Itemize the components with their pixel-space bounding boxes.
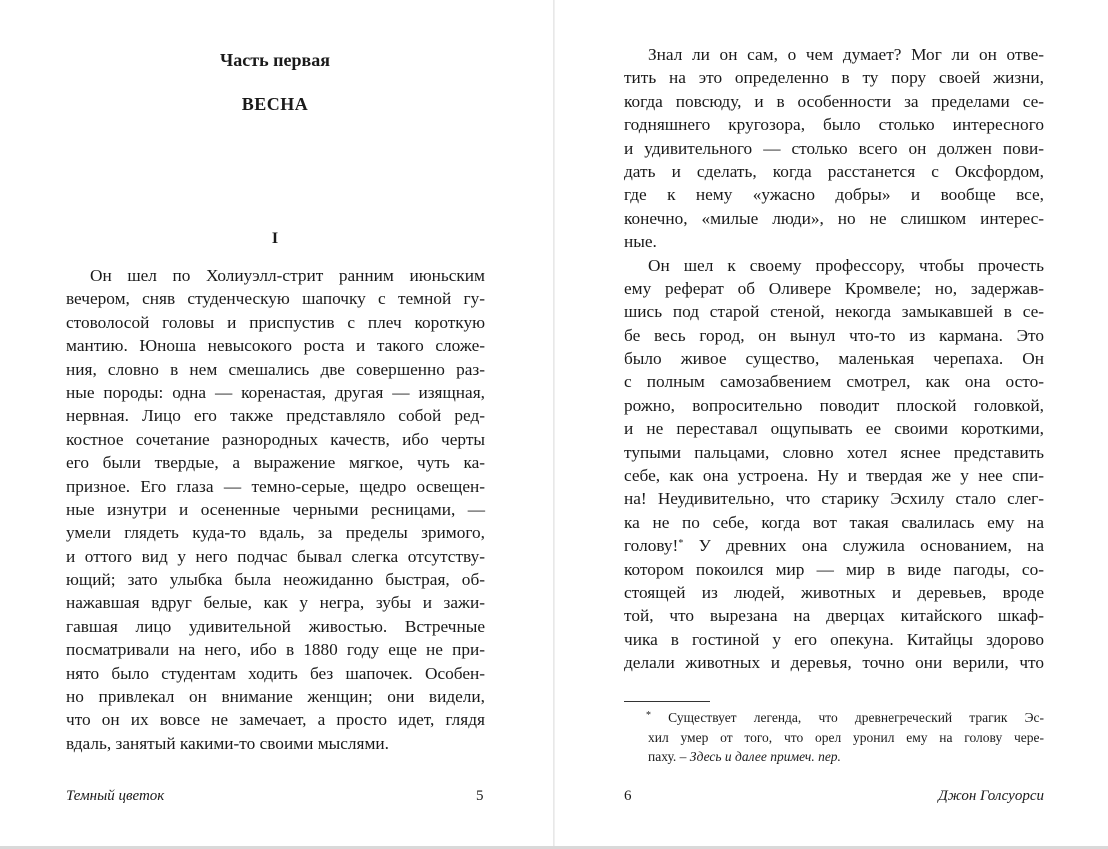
text-line: чика в гостиной у его опекуна. Китайцы здорово: [624, 629, 1044, 649]
text-line: на! Неудивительно, что старику Эсхилу стало слег-: [624, 489, 1044, 509]
text-line: годняшнего кругозора, было столько интересного: [624, 115, 1044, 135]
text-line: делали животных и деревья, точно они верили, что: [624, 653, 1044, 673]
text-line: бе весь город, он вынул что-то из кармана. Это: [624, 325, 1044, 345]
text-line: стоящей из людей, животных и деревьев, вроде: [624, 582, 1044, 602]
footnote-line: [624, 708, 1044, 728]
footnote-text: Существует легенда, что древнегреческий трагик Эс-: [668, 710, 1045, 725]
text-line: ему реферат об Оливере Кромвеле; но, задержав-: [624, 278, 1044, 298]
footnote: [624, 708, 1044, 767]
text-line: призное. Его глаза — темно-серые, щедро освещен-: [66, 476, 485, 496]
text-line: ные изнутри и осененные черными ресницами, —: [66, 499, 485, 519]
text-line: тупыми пальцами, словно хотел яснее представить: [624, 442, 1044, 462]
right-body-text: [624, 43, 1044, 675]
text-line: нервная. Лицо его также представляло собой ред-: [66, 406, 485, 426]
text-line: рожно, вопросительно поводит плоской головкой,: [624, 395, 1044, 415]
text-line: ния, словно в нем смешались две совершенно раз-: [66, 359, 485, 379]
text-line: ные породы: одна — коренастая, другая — изящная,: [66, 382, 485, 402]
text-line: той, что вырезана на дверцах китайского шкаф-: [624, 606, 1044, 626]
text-line: Знал ли он сам, о чем думает? Мог ли он отве-: [648, 45, 1044, 64]
footnote-line: хил умер от того, что орел уронил ему на голову чере-: [648, 729, 1044, 745]
text-fragment: голову!: [624, 536, 679, 556]
left-page: [0, 0, 553, 849]
text-line: конечно, «милые люди», но не слишком интерес-: [624, 208, 1044, 228]
text-line: и удивительного — столько всего он должен пови-: [624, 138, 1044, 158]
text-line: что он их вовсе не замечает, а просто идет, глядя: [66, 710, 485, 730]
text-line: нажавшая вдруг белые, как у негра, зубы и зажи-: [66, 593, 485, 613]
footnote-text: паху. –: [648, 749, 687, 764]
text-line: Он шел к своему профессору, чтобы прочесть: [648, 255, 1044, 275]
text-line: с полным самозабвением смотрел, как она осто-: [624, 372, 1044, 392]
part-title: Часть первая: [220, 50, 330, 70]
text-line: и не переставал ощупывать ее своими короткими,: [624, 419, 1044, 439]
text-line: Он шел по Холиуэлл-стрит ранним июньским: [90, 266, 485, 285]
page-number: 6: [624, 788, 632, 804]
text-line: себе, как она устроена. Ну и твердая же у нее спи-: [624, 466, 1044, 486]
text-line: ющий; зато улыбка была неожиданно быстрая, об-: [66, 570, 485, 590]
text-line: но привлекал он внимание женщин; они видели,: [66, 687, 485, 707]
text-line: костное сочетание разнородных качеств, ибо черты: [66, 429, 485, 449]
text-line: когда повсюду, и в особенности за пределами се-: [624, 91, 1044, 111]
text-line: посматривали на него, ибо в 1880 году еще не при-: [66, 640, 485, 660]
footnote-marker: *: [646, 710, 651, 721]
text-line: тить на это определенно в ту пору своей жизни,: [624, 68, 1044, 88]
text-line: вдаль, занятый какими-то своими мыслями.: [66, 733, 389, 753]
text-line: где к нему «ужасно добры» и вообще все,: [624, 185, 1044, 205]
text-line: умели глядеть куда-то вдаль, за пределы зримого,: [66, 523, 485, 543]
text-line: стоволосой головы и приспустив с плеч короткую: [66, 312, 485, 332]
footnote-divider: [624, 701, 710, 702]
text-line: его были твердые, а выражение мягкое, чуть ка-: [66, 453, 485, 473]
text-line: и оттого вид у него подчас бывал слегка отсутству-: [66, 546, 485, 566]
text-line: шись под старой стеной, некогда замыкавшей в се-: [624, 302, 1044, 322]
left-body-text: [66, 264, 485, 755]
chapter-number: I: [271, 230, 279, 247]
text-line: вечером, сняв студенческую шапочку с темной гу-: [66, 289, 485, 309]
footnote-line: [624, 747, 1044, 767]
text-line: было живое существо, маленькая черепаха. Он: [624, 349, 1044, 369]
text-line: мантию. Юноша невысокого роста и такого сложе-: [66, 336, 485, 356]
running-footer-title: Джон Голсуорси: [938, 788, 1044, 804]
footnote-marker: *: [678, 538, 684, 550]
text-line: котором покоился мир — мир в виде пагоды, со-: [624, 559, 1044, 579]
page-number: 5: [476, 788, 484, 804]
text-line: ные.: [624, 232, 657, 252]
text-line: нято было студентам ходить без шапочек. Особен-: [66, 663, 485, 683]
text-fragment: У древних она служила основанием, на: [698, 536, 1044, 556]
text-line: ка не по себе, когда вот такая свалилась ему на: [624, 512, 1044, 532]
text-line: дать и сделать, когда расстанется с Оксфордом,: [624, 161, 1044, 181]
running-footer-title: Темный цветок: [66, 788, 165, 804]
season-title: ВЕСНА: [241, 94, 309, 114]
text-line: гавшая лицо удивительной живостью. Встречные: [66, 616, 485, 636]
text-line-with-footnote: [624, 534, 1044, 557]
footnote-translator-note: Здесь и далее примеч. пер.: [689, 749, 841, 764]
